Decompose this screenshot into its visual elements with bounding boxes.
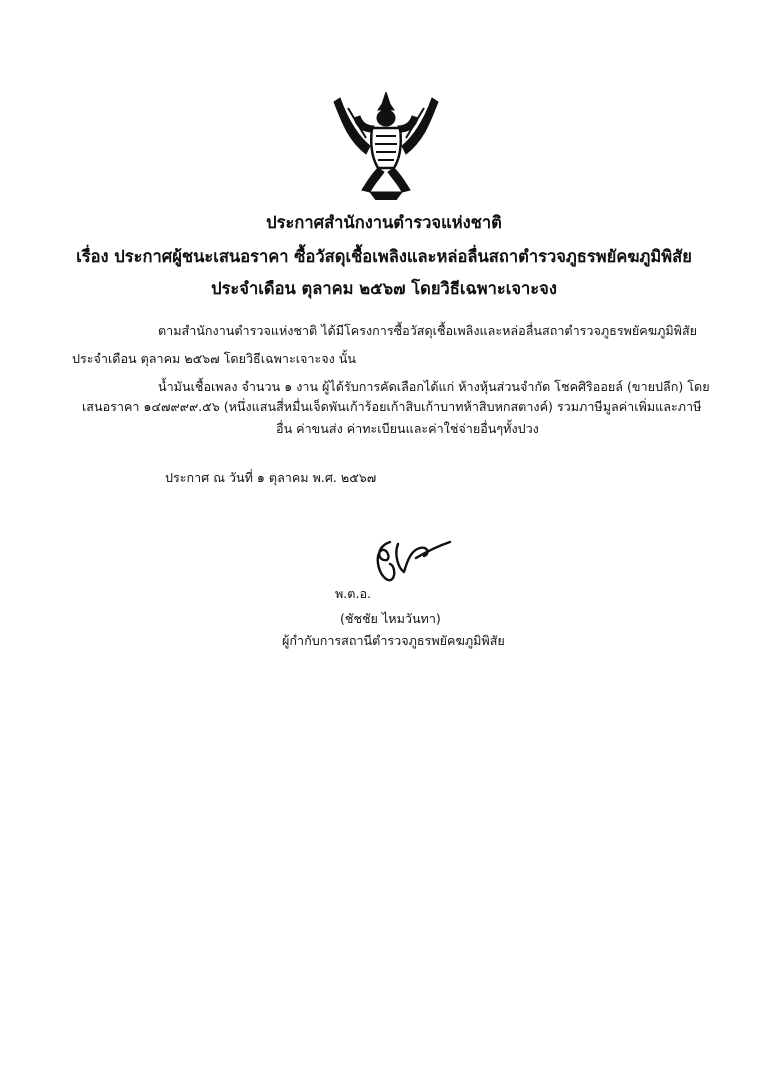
signatory-rank: พ.ต.อ. bbox=[335, 586, 372, 601]
handwritten-signature bbox=[368, 536, 454, 586]
document-subject: เรื่อง ประกาศผู้ชนะเสนอราคา ซื้อวัสดุเชื้อเพลิงและหล่อลื่นสถาตำรวจภูธรพยัคฆภูมิพิสัย bbox=[76, 247, 692, 266]
body-line-5: อื่น ค่าขนส่ง ค่าทะเบียนและค่าใช่จ่ายอื่นๆทั้งปวง bbox=[276, 421, 539, 436]
document-title: ประกาศสำนักงานตำรวจแห่งชาติ bbox=[266, 213, 502, 232]
body-line-4: เสนอราคา ๑๔๗๙๙๙.๕๖ (หนึ่งแสนสี่หมื่นเจ็ดพันเก้าร้อยเก้าสิบเก้าบาทห้าสิบหกสตางค์) รวมภาษีมูลค่าเพิ่มและภาษี bbox=[82, 399, 702, 414]
body-line-1: ตามสำนักงานตำรวจแห่งชาติ ได้มีโครงการซื้อวัสดุเชื้อเพลิงและหล่อลื่นสถาตำรวจภูธรพยัคฆภูมิพิสัย bbox=[158, 323, 698, 338]
body-line-2: ประจำเดือน ตุลาคม ๒๕๖๗ โดยวิธีเฉพาะเจาะจง นั้น bbox=[72, 351, 356, 366]
document-subject-period: ประจำเดือน ตุลาคม ๒๕๖๗ โดยวิธีเฉพาะเจาะจง bbox=[211, 279, 557, 298]
announcement-date: ประกาศ ณ วันที่ ๑ ตุลาคม พ.ศ. ๒๕๖๗ bbox=[165, 470, 377, 485]
body-line-3: น้ำมันเชื้อเพลง จำนวน ๑ งาน ผู้ได้รับการคัดเลือกได้แก่ ห้างหุ้นส่วนจำกัด โชคศิริออยล์ (ขายปลีก) โดย bbox=[158, 379, 710, 394]
signatory-name: (ชัชชัย ไหมวันทา) bbox=[340, 611, 441, 626]
garuda-emblem-icon bbox=[326, 92, 446, 200]
signatory-position: ผู้กำกับการสถานีตำรวจภูธรพยัคฆภูมิพิสัย bbox=[282, 633, 505, 648]
